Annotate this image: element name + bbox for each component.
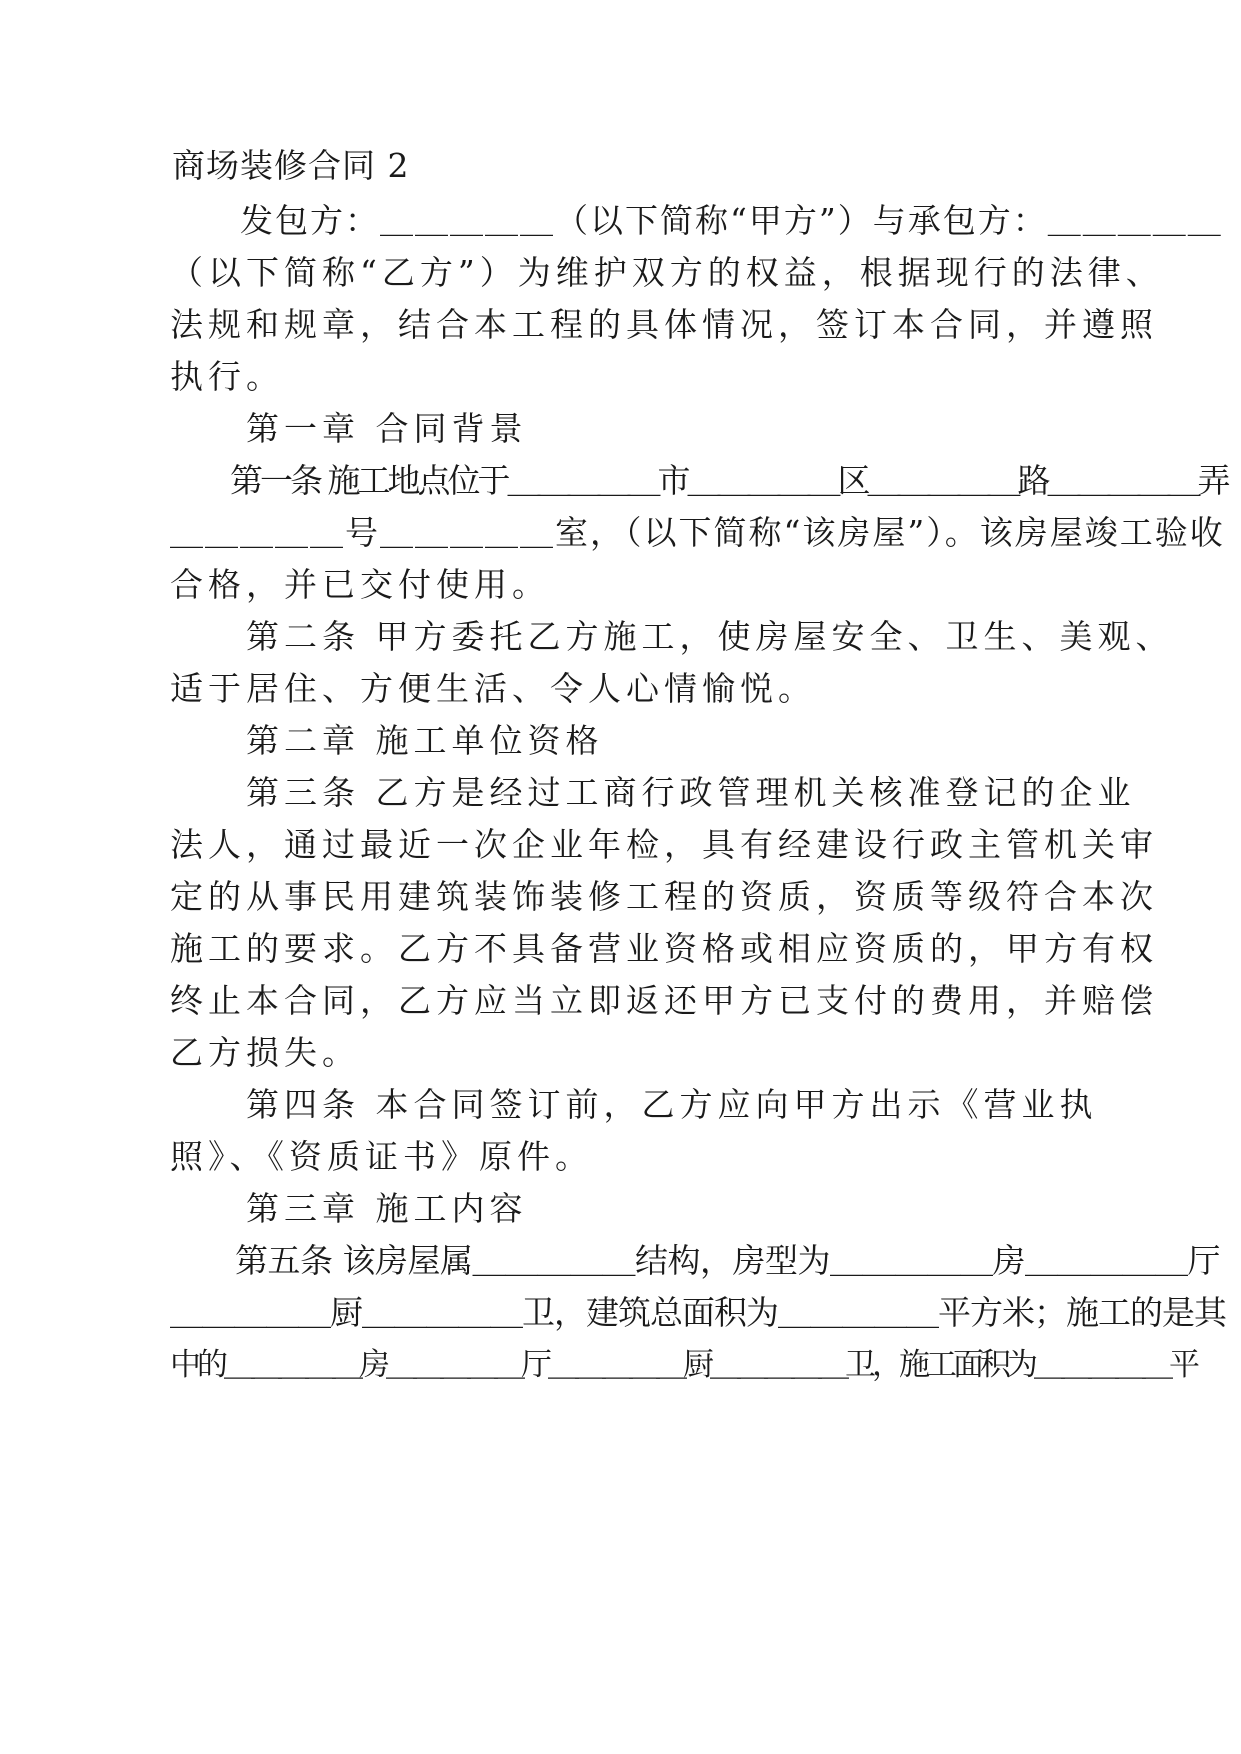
body-line-1: 发包方：＿＿＿＿＿（以下简称“甲方”）与承包方：＿＿＿＿＿	[170, 201, 1223, 240]
chapter-heading-1: 第一章 合同背景	[170, 409, 528, 448]
document-title: 商场装修合同 2	[172, 146, 410, 185]
body-line-4: 执行。	[170, 357, 284, 396]
body-line-3: 法规和规章，结合本工程的具体情况，签订本合同，并遵照	[170, 305, 1158, 344]
body-line-17: 乙方损失。	[170, 1033, 360, 1072]
body-line-13: 法人，通过最近一次企业年检，具有经建设行政主管机关审	[170, 825, 1158, 864]
body-line-21: 第五条 该房屋属＿＿＿＿＿结构，房型为＿＿＿＿＿房＿＿＿＿＿厅	[170, 1241, 1220, 1280]
body-line-19: 照》、《资质证书》原件。	[170, 1137, 593, 1176]
body-line-14: 定的从事民用建筑装饰装修工程的资质，资质等级符合本次	[170, 877, 1158, 916]
body-line-23: 中的＿＿＿＿＿房＿＿＿＿＿厅＿＿＿＿＿厨＿＿＿＿＿卫，施工面积为＿＿＿＿＿平	[170, 1347, 1196, 1383]
body-line-22: ＿＿＿＿＿厨＿＿＿＿＿卫，建筑总面积为＿＿＿＿＿平方米；施工的是其	[170, 1293, 1226, 1332]
body-line-10: 适于居住、方便生活、令人心情愉悦。	[170, 669, 816, 708]
body-line-7: ＿＿＿＿＿号＿＿＿＿＿室，（以下简称“该房屋”）。该房屋竣工验收	[170, 513, 1225, 552]
body-line-2: （以下简称“乙方”）为维护双方的权益，根据现行的法律、	[170, 253, 1164, 292]
body-line-16: 终止本合同，乙方应当立即返还甲方已支付的费用，并赔偿	[170, 981, 1158, 1020]
body-line-18: 第四条 本合同签订前，乙方应向甲方出示《营业执	[170, 1085, 1098, 1124]
chapter-heading-3: 第三章 施工内容	[170, 1189, 528, 1228]
body-line-12: 第三条 乙方是经过工商行政管理机关核准登记的企业	[170, 773, 1136, 812]
chapter-heading-2: 第二章 施工单位资格	[170, 721, 604, 760]
body-line-8: 合格，并已交付使用。	[170, 565, 550, 604]
body-line-6: 第一条 施工地点位于＿＿＿＿＿市＿＿＿＿＿区＿＿＿＿＿路＿＿＿＿＿弄	[170, 461, 1228, 500]
body-line-9: 第二条 甲方委托乙方施工，使房屋安全、卫生、美观、	[170, 617, 1174, 656]
body-line-15: 施工的要求。乙方不具备营业资格或相应资质的，甲方有权	[170, 929, 1158, 968]
